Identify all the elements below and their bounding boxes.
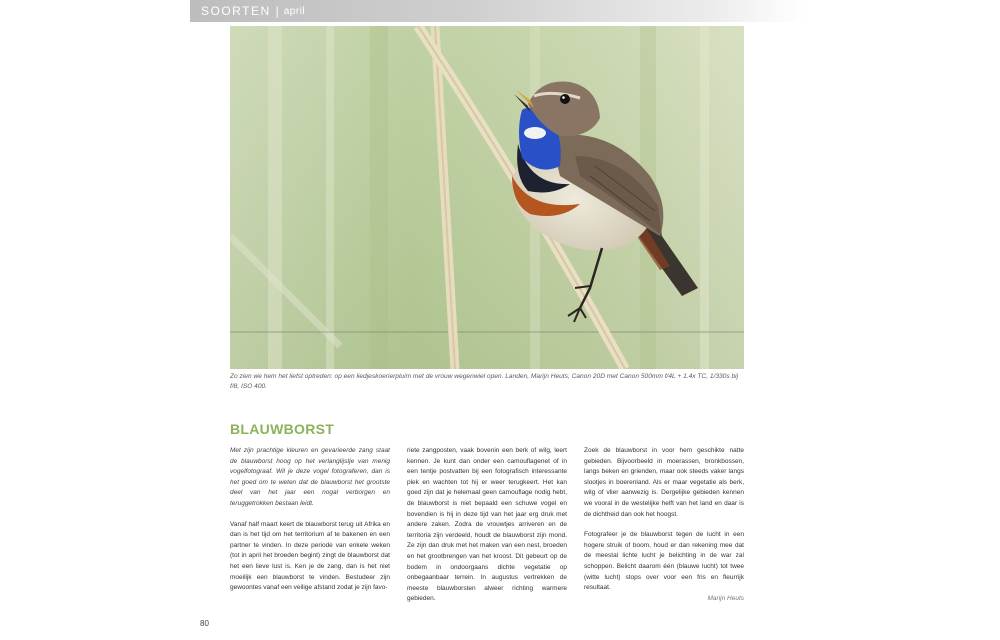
bluethroat-illustration (230, 26, 744, 369)
body-paragraph: Vanaf half maart keert de blauwborst terug uit Afrika en dan is het tijd om het territorium af te bakenen en een partner te vinden. In deze periode van enkele weken (tot in april het broeden begint) zingt de blauwborst dat het een lieve lust is. Ken je de zang, dan is het niet moeilijk een blauwborst te vinden. Bestudeer zijn gewoontes vanaf een veilige afstand zodat je zijn favo- (230, 520, 390, 592)
bird-photo (230, 26, 744, 369)
body-paragraph: Fotografeer je de blauwborst tegen de lucht in een hogere struik of boom, houd er dan rekening mee dat de meestal lichte lucht je belichting in de war zal schoppen. Belicht daarom één (blauwe lucht) tot twee (witte lucht) stops over voor een fris en fleurrijk resultaat. (584, 531, 744, 592)
body-paragraph: Zoek de blauwborst in voor hem geschikte natte gebieden. Bijvoorbeeld in moerassen, bronkbossen, langs beken en grienden, maar ook steeds vaker langs slootjes in boerenland. Als er maar vegetatie als berk, wilg of vlier aanwezig is. Dergelijke gebieden kennen we vooral in de westelijke helft van het land en daar is de dichtheid dan ook het hoogst. (584, 447, 744, 518)
text-column-2 (407, 446, 567, 615)
intro-paragraph: Met zijn prachtige kleuren en gevarieerde zang staat de blauwborst hoog op het verlanglijstje van menig vogelfotograaf. Wil je deze vogel fotograferen, dan is het goed om te weten dat de blauwborst het grootste deel van het jaar een nogal verborgen en teruggetrokken bestaan leidt. (230, 447, 390, 507)
photo-caption: Zo zien we hem het liefst optreden: op een liedjeskoerierpluim met de vrouw wegenwiel open. Landen, Marijn Heuts; Canon 20D met Canon 500mm f/4L + 1.4x TC, 1/330s bij f/8, ISO 400. (230, 373, 739, 390)
text-column-1 (230, 446, 390, 604)
section-header (190, 0, 805, 22)
page-number: 80 (200, 619, 209, 628)
section-title: SOORTEN (201, 4, 271, 18)
author-credit: Marijn Heuts (707, 594, 744, 602)
body-paragraph: riete zangposten, vaak bovenin een berk of wilg, leert kennen. Je kunt dan onder een camouflagenet of in een tentje postvatten bij een fotografisch interessante plek en wachten tot hij er weer terugkeert. Het kan goed zijn dat je helemaal geen camouflage nodig hebt, de blauwborst is niet bepaald een schuwe vogel en bovendien is hij in deze tijd van het jaar erg druk met andere zaken. Zodra de vrouwtjes arriveren en de territoria zijn verdeeld, houdt de blauwborst zijn mond. Ze zijn dan druk met het maken van een nest, broeden en het grootbrengen van het kroost. Dit gebeurt op de bodem in ondoorgaans dichte vegetatie op onbegaanbaar terrein. In augustus vertrekken de meeste blauwborsten alweer richting warmere gebieden. (407, 447, 567, 603)
text-column-3 (584, 446, 744, 604)
section-separator: | (275, 4, 279, 18)
article-title: BLAUWBORST (230, 421, 335, 437)
section-month: april (283, 5, 306, 17)
